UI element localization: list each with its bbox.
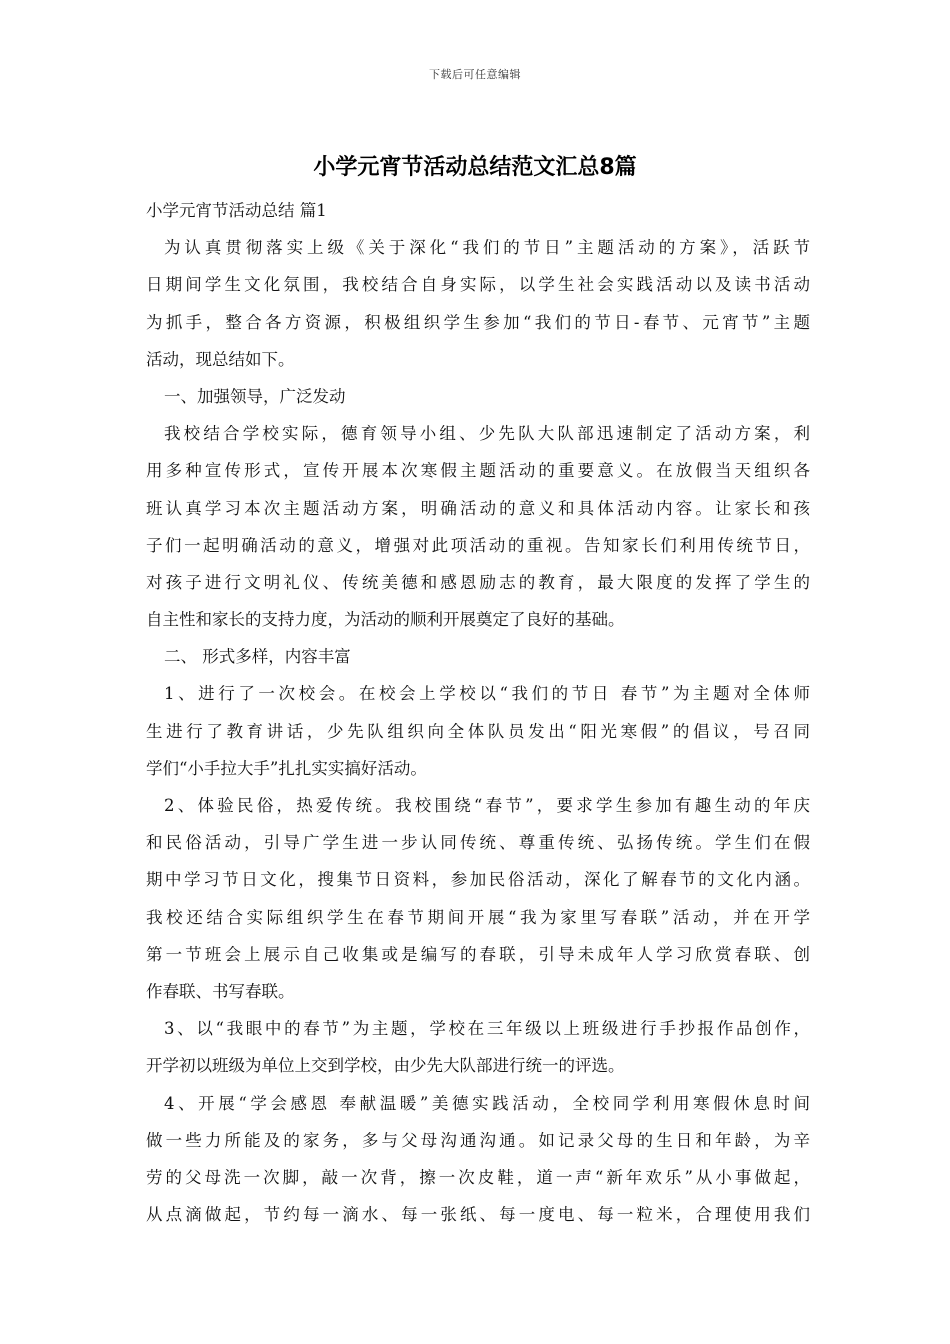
- body-line: 和民俗活动，引导广学生进一步认同传统、尊重传统、弘扬传统。学生们在假: [146, 833, 810, 853]
- body-line: 学们“小手拉大手”扎扎实实搞好活动。: [146, 758, 427, 778]
- document-body: [146, 192, 810, 1233]
- body-line: 开学初以班级为单位上交到学校，由少先大队部进行统一的评选。: [146, 1056, 625, 1076]
- body-line: 对孩子进行文明礼仪、传统美德和感恩励志的教育，最大限度的发挥了学生的: [146, 572, 810, 592]
- body-line: 从点滴做起，节约每一滴水、每一张纸、每一度电、每一粒米，合理使用我们: [146, 1205, 810, 1225]
- body-line: 为抓手，整合各方资源，积极组织学生参加“我们的节日-春节、元宵节”主题: [146, 312, 810, 332]
- body-line: 班认真学习本次主题活动方案，明确活动的意义和具体活动内容。让家长和孩: [146, 498, 810, 518]
- body-line: 2、体验民俗，热爱传统。我校围绕“春节”，要求学生参加有趣生动的年庆: [164, 796, 810, 815]
- body-line: 劳的父母洗一次脚，敲一次背，擦一次皮鞋，道一声“新年欢乐”从小事做起，: [146, 1167, 810, 1187]
- body-line: 3、以“我眼中的春节”为主题，学校在三年级以上班级进行手抄报作品创作，: [164, 1019, 810, 1039]
- body-line: 我校还结合实际组织学生在春节期间开展“我为家里写春联”活动，并在开学: [146, 907, 810, 927]
- body-line: 作春联、书写春联。: [146, 981, 295, 1001]
- body-line: 4、开展“学会感恩 奉献温暖”美德实践活动，全校同学利用寒假休息时间: [164, 1093, 810, 1113]
- body-line: 期中学习节日文化，搜集节日资料，参加民俗活动，深化了解春节的文化内涵。: [146, 870, 810, 890]
- body-line: 生进行了教育讲话，少先队组织向全体队员发出“阳光寒假”的倡议，号召同: [146, 721, 810, 741]
- body-line: 为认真贯彻落实上级《关于深化“我们的节日”主题活动的方案》，活跃节: [164, 238, 810, 258]
- document-title: 小学元宵节活动总结范文汇总8篇: [313, 155, 637, 180]
- body-line: 活动，现总结如下。: [146, 349, 295, 369]
- body-line: 一、加强领导，广泛发动: [164, 386, 346, 406]
- body-line: 子们一起明确活动的意义，增强对此项活动的重视。告知家长们利用传统节日，: [146, 535, 810, 555]
- body-line: 自主性和家长的支持力度，为活动的顺利开展奠定了良好的基础。: [146, 610, 625, 630]
- body-line: 1、进行了一次校会。在校会上学校以“我们的节日 春节”为主题对全体师: [164, 684, 810, 704]
- body-line: 日期间学生文化氛围，我校结合自身实际，以学生社会实践活动以及读书活动: [146, 275, 810, 295]
- header-note: 下载后可任意编辑: [429, 68, 521, 81]
- body-line: 第一节班会上展示自己收集或是编写的春联，引导未成年人学习欣赏春联、创: [146, 944, 810, 964]
- body-line: 小学元宵节活动总结 篇1: [146, 201, 327, 220]
- body-line: 二、 形式多样，内容丰富: [164, 647, 351, 667]
- body-line: 做一些力所能及的家务，多与父母沟通沟通。如记录父母的生日和年龄，为辛: [146, 1130, 810, 1150]
- body-line: 我校结合学校实际，德育领导小组、少先队大队部迅速制定了活动方案，利: [164, 424, 810, 444]
- body-line: 用多种宣传形式，宣传开展本次寒假主题活动的重要意义。在放假当天组织各: [146, 461, 810, 481]
